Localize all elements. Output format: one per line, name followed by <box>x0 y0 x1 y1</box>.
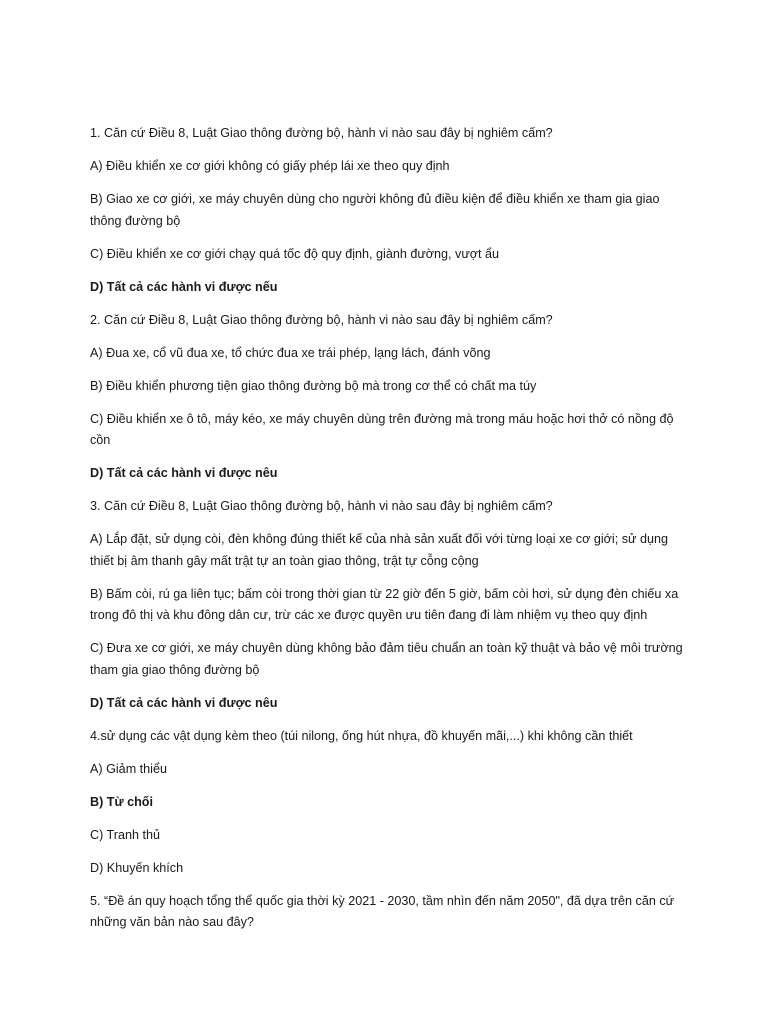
document-body <box>90 123 690 945</box>
question-4: 4.sử dụng các vật dụng kèm theo (túi nilong, ống hút nhựa, đồ khuyến mãi,...) khi không cần thiết <box>90 728 633 743</box>
q3-option-d-answer: D) Tất cả các hành vi được nêu <box>90 695 278 710</box>
q2-option-d-answer: D) Tất cả các hành vi được nêu <box>90 466 278 480</box>
q1-option-b: B) Giao xe cơ giới, xe máy chuyên dùng cho người không đủ điều kiện để điều khiển xe tham gia giao thông đường bộ <box>90 192 660 228</box>
q1-option-d-answer: D) Tất cả các hành vi được nếu <box>90 279 278 294</box>
q4-option-a: A) Giảm thiểu <box>90 761 167 776</box>
q4-option-c: C) Tranh thủ <box>90 827 160 842</box>
question-3: 3. Căn cứ Điều 8, Luật Giao thông đường bộ, hành vi nào sau đây bị nghiêm cấm? <box>90 499 553 513</box>
q4-option-b-answer: B) Từ chối <box>90 794 153 809</box>
q2-option-b: B) Điều khiển phương tiện giao thông đường bộ mà trong cơ thể có chất ma túy <box>90 378 537 393</box>
q2-option-c: C) Điều khiển xe ô tô, máy kéo, xe máy chuyên dùng trên đường mà trong máu hoặc hơi thở có nồng độ cồn <box>90 411 674 447</box>
q3-option-b: B) Bấm còi, rú ga liên tục; bấm còi trong thời gian từ 22 giờ đến 5 giờ, bấm còi hơi, sử dụng đèn chiếu xa trong đô thị và khu đông dân cư, trừ các xe được quyền ưu tiên đang đi làm nhiệm vụ theo quy định <box>90 586 679 622</box>
question-1: 1. Căn cứ Điều 8, Luật Giao thông đường bộ, hành vi nào sau đây bị nghiêm cấm? <box>90 126 553 140</box>
q1-option-a: A) Điều khiển xe cơ giới không có giấy phép lái xe theo quy định <box>90 159 450 173</box>
q3-option-c: C) Đưa xe cơ giới, xe máy chuyên dùng không bảo đảm tiêu chuẩn an toàn kỹ thuật và bảo vệ môi trường tham gia giao thông đường bộ <box>90 641 683 677</box>
question-5: 5. “Đề án quy hoạch tổng thể quốc gia thời kỳ 2021 - 2030, tầm nhìn đến năm 2050", đã dựa trên căn cứ những văn bản nào sau đây? <box>90 893 675 929</box>
q2-option-a: A) Đua xe, cổ vũ đua xe, tổ chức đua xe trái phép, lạng lách, đánh võng <box>90 345 491 360</box>
q4-option-d: D) Khuyến khích <box>90 860 184 875</box>
q3-option-a: A) Lắp đặt, sử dụng còi, đèn không đúng thiết kế của nhà sản xuất đối với từng loại xe cơ giới; sử dụng thiết bị âm thanh gây mất trật tự an toàn giao thông, trật tự cỗng cộng <box>90 532 668 568</box>
question-2: 2. Căn cứ Điều 8, Luật Giao thông đường bộ, hành vi nào sau đây bị nghiêm cấm? <box>90 312 553 327</box>
q1-option-c: C) Điều khiển xe cơ giới chạy quá tốc độ quy định, giành đường, vượt ẩu <box>90 246 500 261</box>
